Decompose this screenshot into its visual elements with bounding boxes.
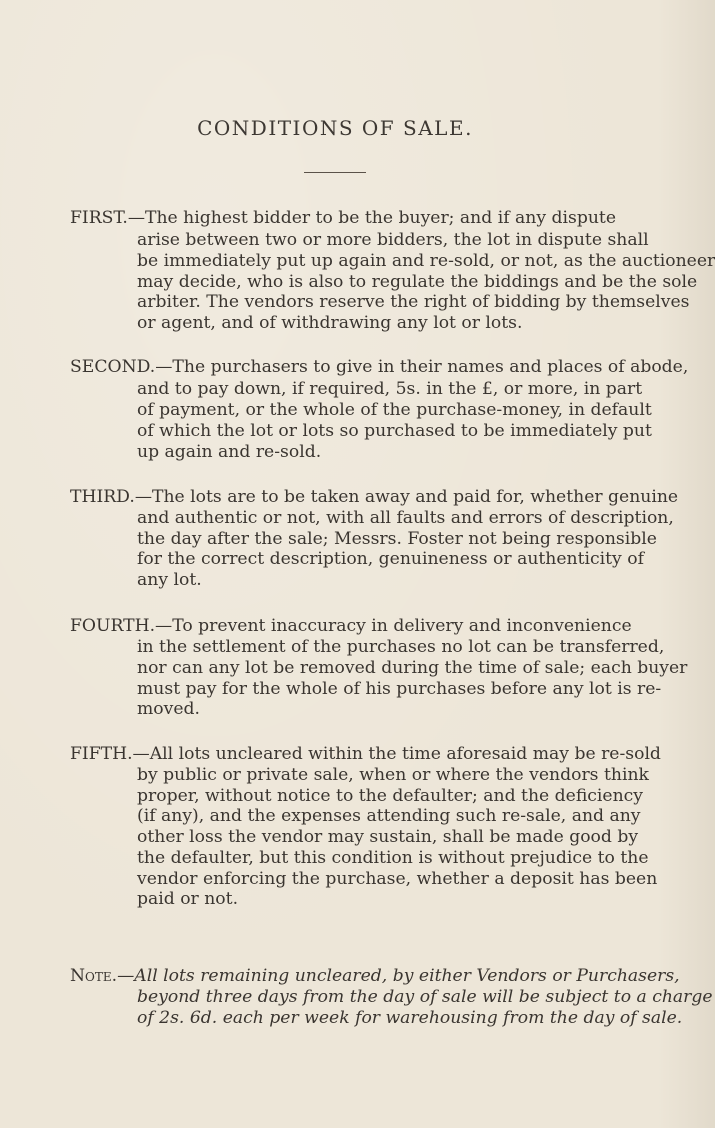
clause-line: FIRST.—The highest bidder to be the buyer; and if any dispute [70,208,616,228]
clause-line: for the correct description, genuineness or authenticity of [137,549,644,569]
clause-line: the defaulter, but this condition is without prejudice to the [137,848,649,868]
clause-line: (if any), and the expenses attending such re-sale, and any [137,806,641,826]
clause-line: by public or private sale, when or where the vendors think [137,765,649,785]
clause-line: may decide, who is also to regulate the biddings and be the sole [137,272,698,292]
note-line-first [70,966,680,987]
clause-line: and to pay down, if required, 5s. in the £, or more, in part [137,379,643,399]
clause-line: arbiter. The vendors reserve the right of bidding by themselves [137,292,690,312]
clause-line: and authentic or not, with all faults and errors of description, [137,508,674,528]
clause-line: of which the lot or lots so purchased to be immediately put [137,421,652,441]
note-text: —All lots remaining uncleared, by either Vendors or Purchasers, [117,966,680,986]
clause-line: in the settlement of the purchases no lot can be transferred, [137,637,665,657]
clause-line: of payment, or the whole of the purchase-money, in default [137,400,652,420]
clause-line: SECOND.—The purchasers to give in their names and places of abode, [70,357,689,377]
clause-line: proper, without notice to the defaulter; and the deficiency [137,786,644,806]
note-line: beyond three days from the day of sale will be subject to a charge [137,987,713,1007]
clause-line: THIRD.—The lots are to be taken away and paid for, whether genuine [70,487,679,507]
title-divider [304,172,366,173]
clause-line: FOURTH.—To prevent inaccuracy in delivery and inconvenience [70,616,632,636]
clause-line: vendor enforcing the purchase, whether a deposit has been [137,869,658,889]
clause-line: must pay for the whole of his purchases before any lot is re- [137,679,662,699]
clause-line: be immediately put up again and re-sold, or not, as the auctioneer [137,251,715,271]
clause-line: up again and re-sold. [137,442,322,462]
note-lead: Note. [70,966,118,986]
clause-line: paid or not. [137,889,239,909]
clause-line: FIFTH.—All lots uncleared within the time aforesaid may be re-sold [70,744,661,764]
clause-line: other loss the vendor may sustain, shall be made good by [137,827,639,847]
note-line: of 2s. 6d. each per week for warehousing from the day of sale. [137,1008,683,1028]
clause-line: or agent, and of withdrawing any lot or lots. [137,313,523,333]
page-title: CONDITIONS OF SALE. [197,116,473,140]
clause-line: nor can any lot be removed during the time of sale; each buyer [137,658,688,678]
clause-line: arise between two or more bidders, the lot in dispute shall [137,230,649,250]
clause-line: the day after the sale; Messrs. Foster not being responsible [137,529,657,549]
clause-line: moved. [137,699,200,719]
clause-line: any lot. [137,570,202,590]
